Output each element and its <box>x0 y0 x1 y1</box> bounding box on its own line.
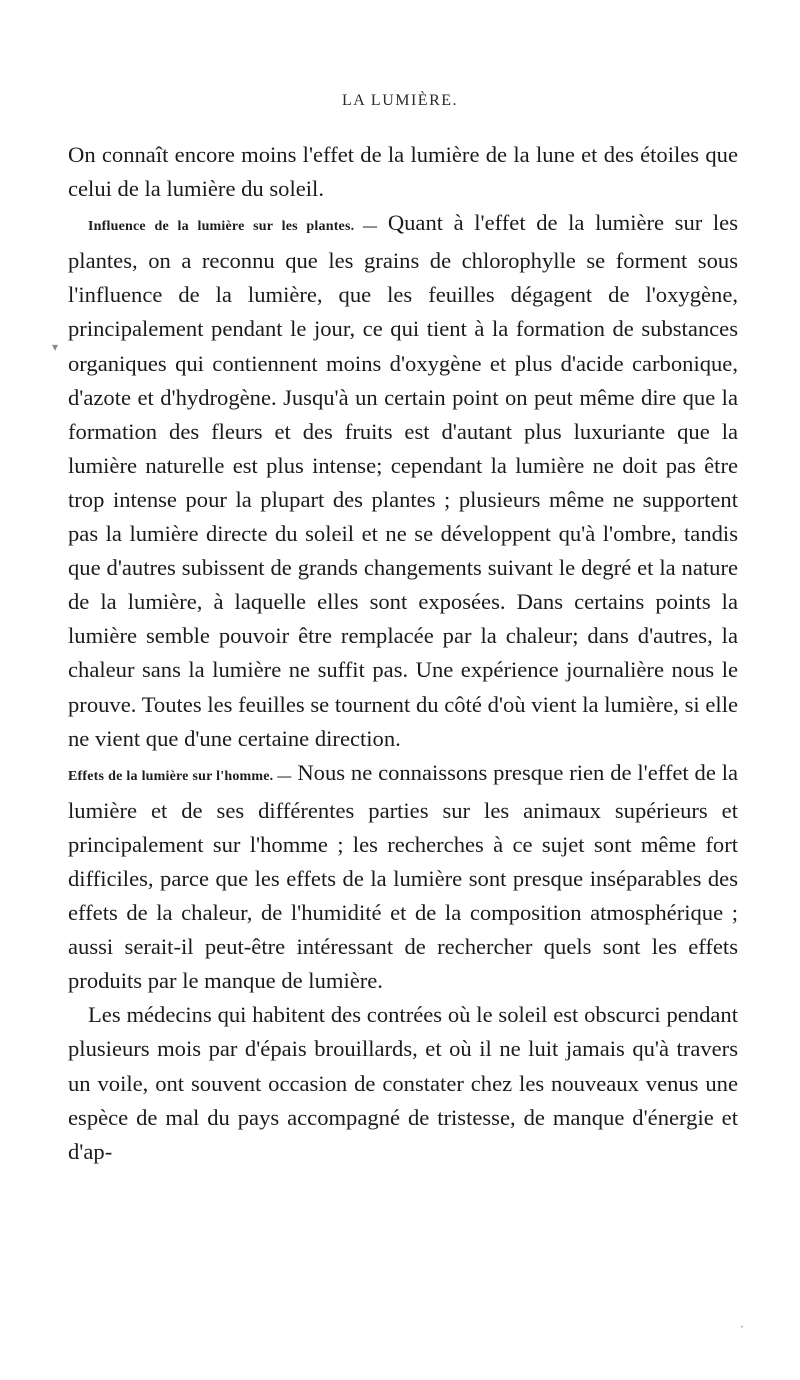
section-heading-plants: Influence de la lumière sur les plantes. — <box>88 219 378 235</box>
paragraph-intro: On connaît encore moins l'effet de la lumière de la lune et des étoiles que celui de la lumière du soleil. <box>68 142 738 202</box>
body-text <box>68 138 738 1169</box>
paragraph-plants <box>68 206 738 756</box>
margin-dot: · <box>740 1320 744 1334</box>
section-heading-man: Effets de la lumière sur l'homme. — <box>68 768 292 784</box>
paragraph-physicians: Les médecins qui habitent des contrées où le soleil est obscurci pendant plusieurs mois par d'épais brouillards, et où il ne luit jamais qu'à travers un voile, ont souvent occasion de constater chez les nouveaux venus une espèce de mal du pays accompagné de tristesse, de manque d'énergie et d'ap- <box>68 1002 738 1164</box>
paragraph-plants-text: Quant à l'effet de la lumière sur les plantes, on a reconnu que les grains de chlorophylle se forment sous l'influence de la lumière, que les feuilles dégagent de l'oxygène, principalement pendant le jour, ce qui tient à la formation de substances organiques qui contiennent moins d'oxygène et plus d'acide carbonique, d'azote et d'hydrogène. Jusqu'à un certain point on peut même dire que la formation des fleurs et des fruits est d'autant plus luxuriante que la lumière naturelle est plus intense; cependant la lumière ne doit pas être trop intense pour la plupart des plantes ; plusieurs même ne supportent pas la lumière directe du soleil et ne se développent qu'à l'ombre, tandis que d'autres subissent de grands changements suivant le degré et la nature de la lumière, à laquelle elles sont exposées. Dans certains points la lumière semble pouvoir être remplacée par la chaleur; dans d'autres, la chaleur sans la lumière ne suffit pas. Une expérience journalière nous le prouve. Toutes les feuilles se tournent du côté d'où vient la lumière, si elle ne vient que d'une certaine direction. <box>68 210 739 751</box>
paragraph-man-text: Nous ne connaissons presque rien de l'effet de la lumière et de ses différentes parties sur les animaux supérieurs et principalement sur l'homme ; les recherches à ce sujet sont même fort difficiles, parce que les effets de la lumière sont presque inséparables des effets de la chaleur, de l'humidité et de la composition atmosphérique ; aussi serait-il peut-être intéressant de rechercher quels sont les effets produits par le manque de lumière. <box>68 759 739 994</box>
margin-mark: ▾ <box>52 340 59 354</box>
paragraph-man <box>68 756 738 999</box>
running-head: LA LUMIÈRE. <box>341 92 459 109</box>
